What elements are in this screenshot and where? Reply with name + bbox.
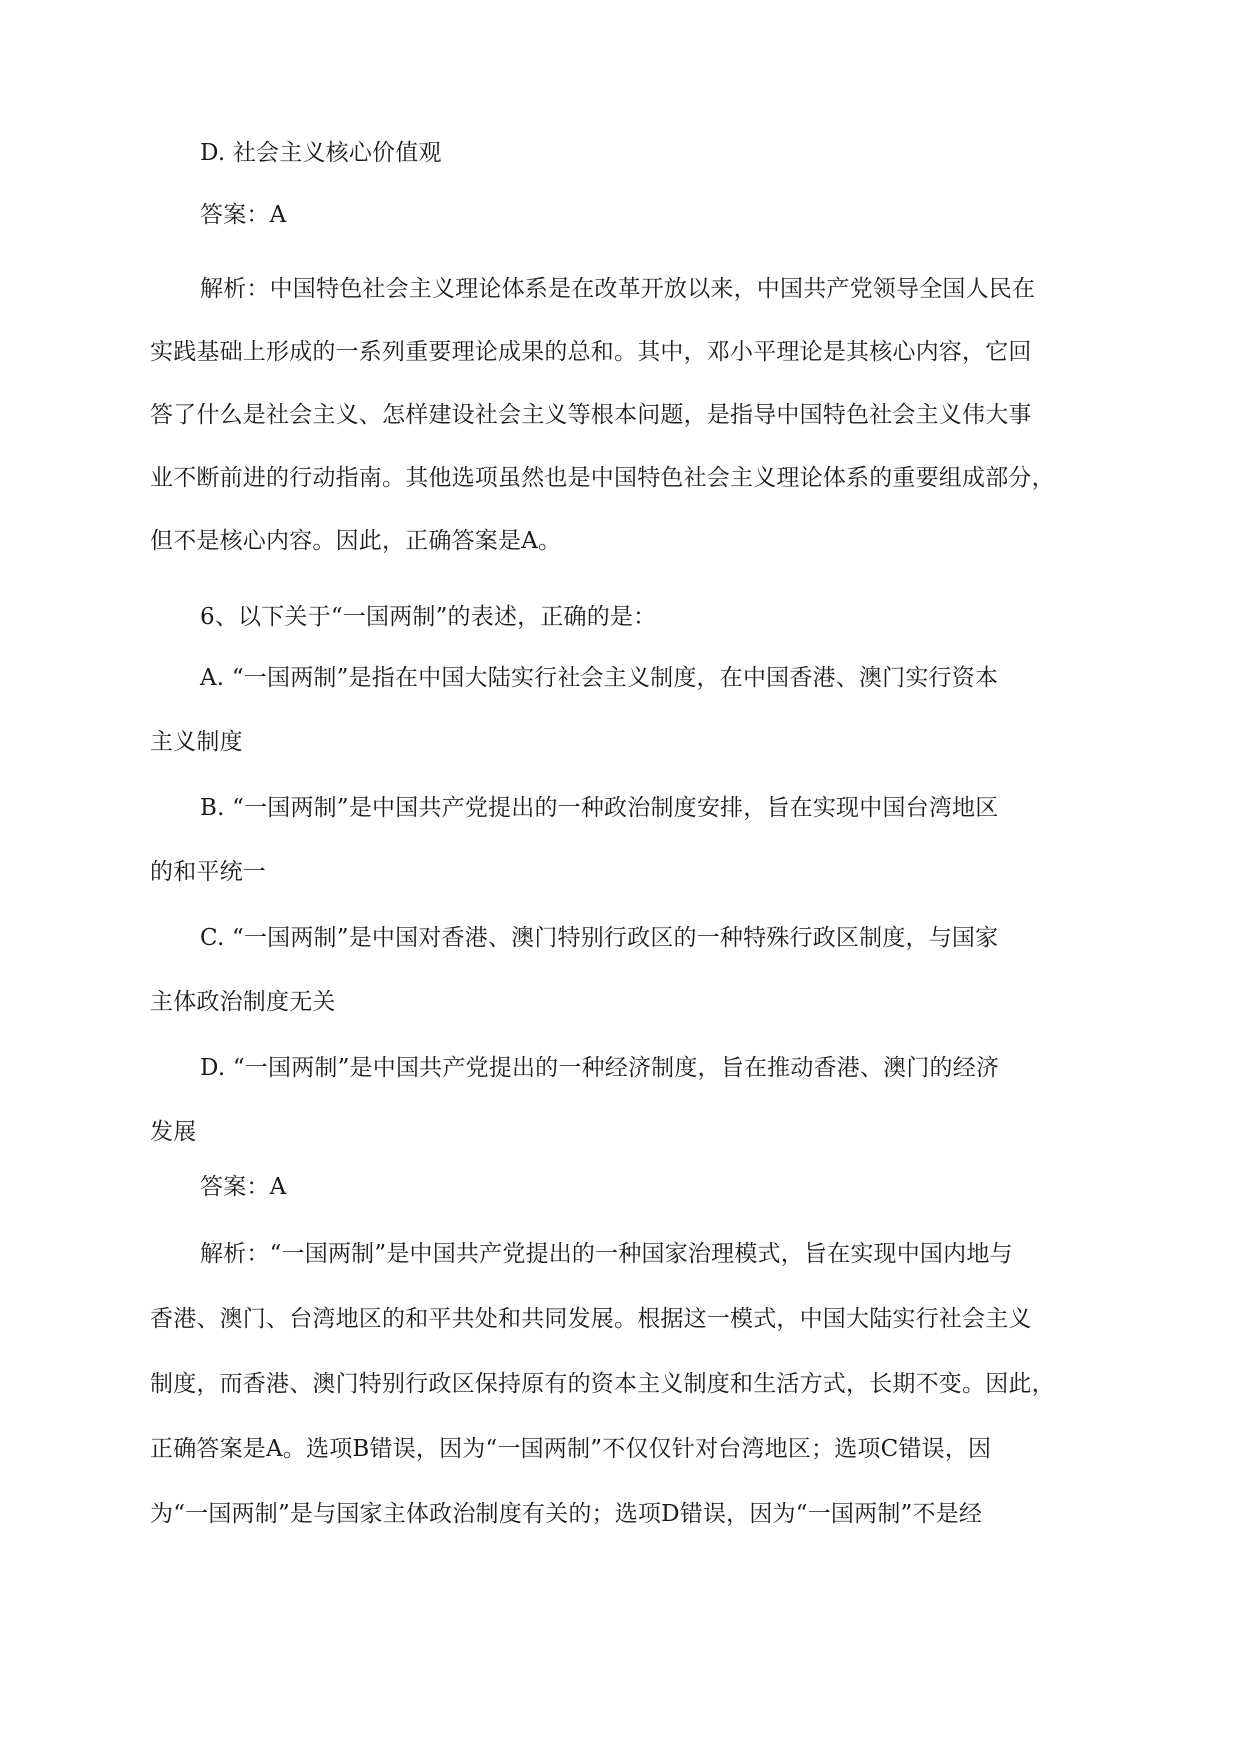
q6-analysis-line-3: 制度，而香港、澳门特别行政区保持原有的资本主义制度和生活方式，长期不变。因此， bbox=[150, 1371, 1055, 1397]
q5-analysis-line-2: 实践基础上形成的一系列重要理论成果的总和。其中，邓小平理论是其核心内容，它回 bbox=[150, 339, 1032, 365]
q6-analysis bbox=[150, 1222, 1090, 1547]
q6-option-b bbox=[150, 776, 1090, 904]
q6-option-d-line-1: D. “一国两制”是中国共产党提出的一种经济制度，旨在推动香港、澳门的经济 bbox=[200, 1055, 1000, 1081]
q5-answer bbox=[150, 200, 1090, 230]
q6-option-a-line-1: A. “一国两制”是指在中国大陆实行社会主义制度，在中国香港、澳门实行资本 bbox=[200, 665, 999, 691]
q6-analysis-line-2: 香港、澳门、台湾地区的和平共处和共同发展。根据这一模式，中国大陆实行社会主义 bbox=[150, 1306, 1032, 1332]
q5-answer-text: 答案：A bbox=[200, 202, 287, 228]
q6-option-b-line-1: B. “一国两制”是中国共产党提出的一种政治制度安排，旨在实现中国台湾地区 bbox=[200, 795, 999, 821]
q6-analysis-line-1: 解析：“一国两制”是中国共产党提出的一种国家治理模式，旨在实现中国内地与 bbox=[200, 1241, 1013, 1267]
q6-option-d bbox=[150, 1036, 1090, 1164]
q6-option-c-line-1: C. “一国两制”是中国对香港、澳门特别行政区的一种特殊行政区制度，与国家 bbox=[200, 925, 999, 951]
q6-option-a bbox=[150, 646, 1090, 774]
q6-question-text: 6、以下关于“一国两制”的表述，正确的是： bbox=[200, 604, 657, 630]
q5-analysis bbox=[150, 258, 1090, 573]
q6-option-d-line-2: 发展 bbox=[150, 1119, 197, 1145]
q5-analysis-line-4: 业不断前进的行动指南。其他选项虽然也是中国特色社会主义理论体系的重要组成部分， bbox=[150, 465, 1055, 491]
q5-analysis-line-5: 但不是核心内容。因此，正确答案是A。 bbox=[150, 528, 562, 554]
q5-option-d bbox=[150, 138, 1090, 168]
q6-option-c bbox=[150, 906, 1090, 1034]
q5-analysis-line-1: 解析：中国特色社会主义理论体系是在改革开放以来，中国共产党领导全国人民在 bbox=[200, 276, 1036, 302]
q6-option-c-line-2: 主体政治制度无关 bbox=[150, 989, 336, 1015]
q6-option-a-line-2: 主义制度 bbox=[150, 729, 243, 755]
q6-question bbox=[150, 602, 1090, 632]
q6-answer-text: 答案：A bbox=[200, 1174, 287, 1200]
q6-option-b-line-2: 的和平统一 bbox=[150, 859, 266, 885]
q6-analysis-line-4: 正确答案是A。选项B错误，因为“一国两制”不仅仅针对台湾地区；选项C错误，因 bbox=[150, 1436, 992, 1462]
q6-answer bbox=[150, 1172, 1090, 1202]
q5-analysis-line-3: 答了什么是社会主义、怎样建设社会主义等根本问题，是指导中国特色社会主义伟大事 bbox=[150, 402, 1032, 428]
q5-option-d-text: D. 社会主义核心价值观 bbox=[200, 140, 442, 166]
q6-analysis-line-5: 为“一国两制”是与国家主体政治制度有关的；选项D错误，因为“一国两制”不是经 bbox=[150, 1501, 983, 1527]
